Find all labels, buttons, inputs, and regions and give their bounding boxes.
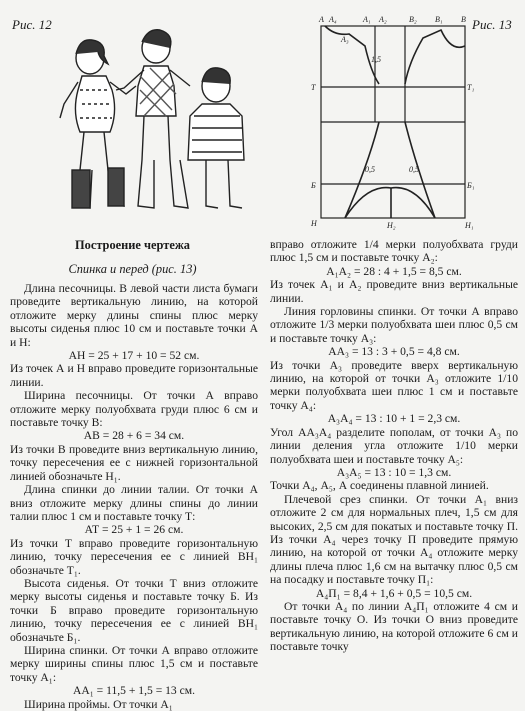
svg-text:Б: Б	[311, 181, 316, 190]
paragraph: Из точек А и Н вправо проведите горизонтальные линии.	[10, 362, 258, 389]
formula: АА₁ = 11,5 + 1,5 = 13 см.	[72, 684, 196, 698]
formula: А₄П₁ = 8,4 + 1,6 + 0,5 = 10,5 см.	[315, 586, 473, 600]
paragraph: вправо отложите 1/4 мерки полуобхвата груди плюс 1,5 см и поставьте точку А₂:	[270, 238, 518, 265]
fig13-label: Рис. 13	[472, 17, 512, 32]
formula: АВ = 28 + 6 = 34 см.	[83, 429, 185, 443]
svg-text:A₁: A₁	[363, 15, 371, 24]
children-illustration	[20, 20, 265, 220]
paragraph: Из точек А₁ и А₂ проведите вниз вертикальные линии.	[270, 278, 518, 305]
paragraph: Ширина песочницы. От точки А вправо отложите мерку полуобхвата груди плюс 6 см и поставьте точку В:	[10, 389, 258, 430]
right-text-column	[270, 238, 518, 654]
svg-text:A: A	[319, 15, 324, 24]
fig12-label: Рис. 12	[12, 17, 52, 32]
svg-text:A₂: A₂	[379, 15, 387, 24]
section-subtitle: Спинка и перед (рис. 13)	[68, 262, 197, 276]
svg-text:0,5: 0,5	[409, 165, 419, 174]
svg-text:H₁: H₁	[465, 221, 474, 230]
left-text-column	[10, 282, 258, 711]
formula: А₃А₄ = 13 : 10 + 1 = 2,3 см.	[327, 412, 461, 426]
svg-text:B₁: B₁	[435, 15, 443, 24]
svg-text:0,5: 0,5	[365, 165, 375, 174]
svg-text:B₂: B₂	[409, 15, 417, 24]
svg-text:A₄: A₄	[329, 15, 337, 24]
paragraph: Ширина спинки. От точки А вправо отложите мерку ширины спины плюс 1,5 см и поставьте точку А₁:	[10, 643, 258, 684]
formula: А₃А₅ = 13 : 10 = 1,3 см.	[336, 465, 452, 479]
paragraph: Плечевой срез спинки. От точки А₁ вниз отложите 2 см для нормальных плеч, 1,5 см для высоких, 2,5 см для покатых и поставьте точку П. Из точки А₄ через точку П проведите прямую линию, на которой от точки А₄ отложите мерку длины плеча плюс 1,6 см на вытачку плюс 0,5 см на посадку и поставьте точку П₁:	[270, 492, 518, 587]
formula: АТ = 25 + 1 = 26 см.	[84, 523, 184, 537]
paragraph: От точки А₄ по линии А₄П₁ отложите 4 см и поставьте точку О. Из точки О вниз проведите вертикальную линию, на которой отложите 6 см и поставьте точку	[270, 599, 518, 654]
formula: АН = 25 + 17 + 10 = 52 см.	[68, 349, 200, 363]
paragraph: Линия горловины спинки. От точки А вправо отложите 1/3 мерки полуобхвата шеи плюс 0,5 см и поставьте точку А₃:	[270, 305, 518, 345]
paragraph: Точки А₄, А₅, А соединены плавной линией.	[270, 479, 489, 493]
page-title: Построение чертежа	[74, 238, 190, 252]
formula: АА₃ = 13 : 3 + 0,5 = 4,8 см.	[328, 345, 460, 359]
paragraph: Длина песочницы. В левой части листа бумаги проведите вертикальную линию, на которой отложите мерку длины спины плюс мерку высоты сиденья плюс 10 см и поставьте точки А и Н:	[10, 282, 258, 349]
svg-text:H: H	[311, 219, 317, 228]
paragraph: Длина спинки до линии талии. От точки А вниз отложите мерку длины спины до линии талии плюс 1 см и поставьте точку Т:	[10, 483, 258, 523]
pattern-draft-diagram	[305, 12, 473, 232]
svg-text:A₃: A₃	[341, 35, 349, 44]
svg-text:B: B	[461, 15, 466, 24]
paragraph: Угол АА₃А₄ разделите пополам, от точки А₃ по линии деления угла отложите 1/10 мерки полуобхвата шеи и поставьте точку А₅:	[270, 425, 518, 466]
svg-text:Б₁: Б₁	[467, 181, 475, 190]
paragraph: Высота сиденья. От точки Т вниз отложите мерку высоты сиденья и поставьте точку Б. Из точки Б вправо проведите горизонтальную линию, точку пересечения ее с линией ВН₁ обозначьте Б₁.	[10, 576, 258, 644]
paragraph: Из точки Т вправо проведите горизонтальную линию, точку пересечения ее с линией ВН₁ обозначьте Т₁.	[10, 536, 258, 577]
paragraph: Из точки А₃ проведите вверх вертикальную линию, на которой от точки А₃ отложите 1/10 мерки полуобхвата шеи плюс 1 см и поставьте точку А₄:	[270, 358, 518, 412]
paragraph: Ширина проймы. От точки А₁	[24, 697, 173, 711]
formula: А₁А₂ = 28 : 4 + 1,5 = 8,5 см.	[326, 264, 462, 278]
svg-text:T: T	[311, 83, 316, 92]
svg-text:H₂: H₂	[387, 221, 396, 230]
paragraph: Из точки В проведите вниз вертикальную линию, точку пересечения ее с нижней горизонтальной линией обозначьте Н₁.	[10, 442, 258, 483]
svg-text:T₁: T₁	[467, 83, 475, 92]
svg-text:1,5: 1,5	[371, 55, 381, 64]
